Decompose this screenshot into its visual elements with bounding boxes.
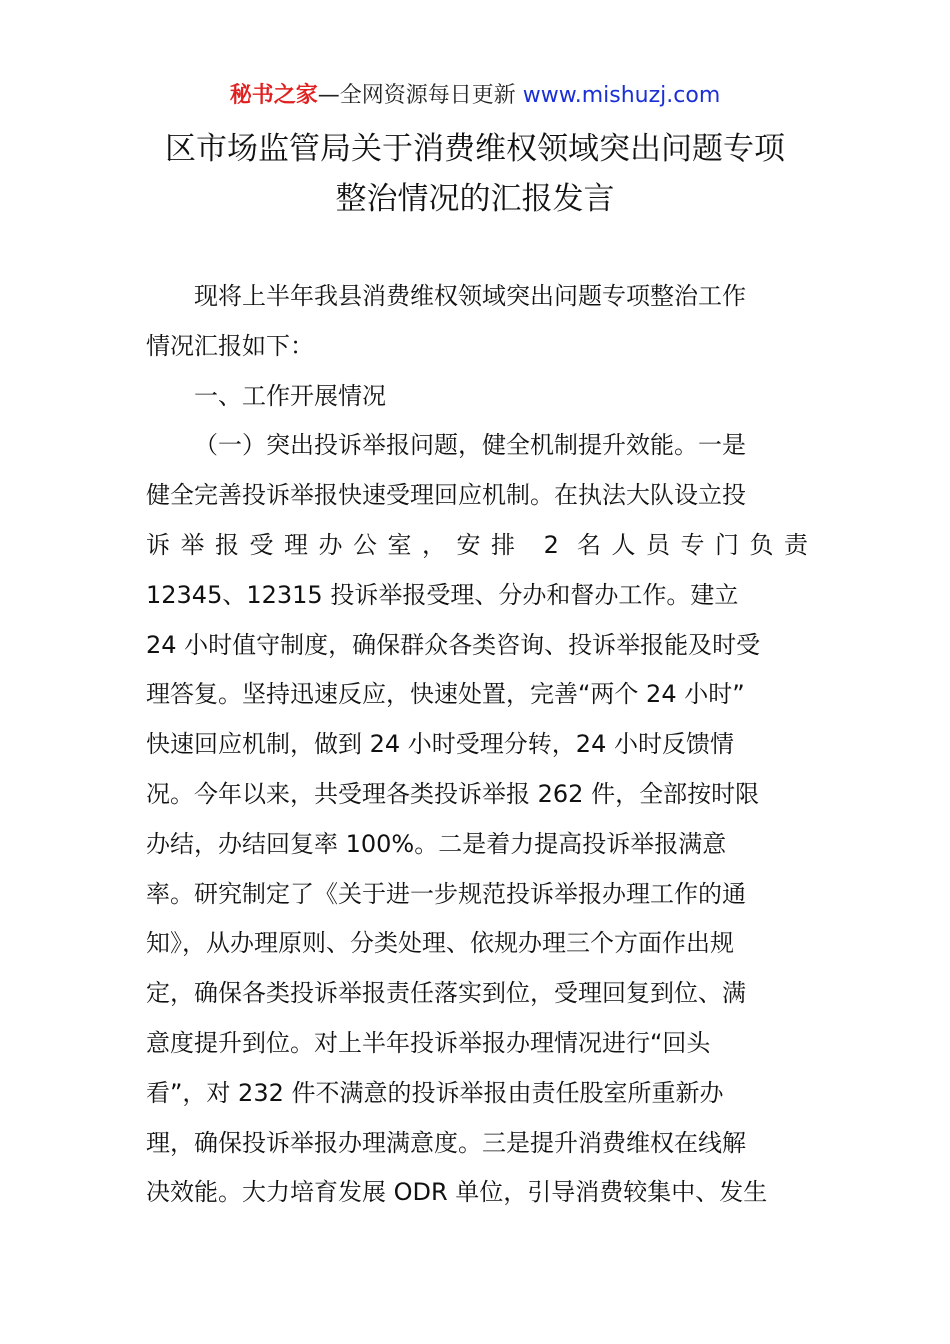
body-line: 快速回应机制，做到 24 小时受理分转，24 小时反馈情 bbox=[146, 730, 734, 759]
body-line: 现将上半年我县消费维权领域突出问题专项整治工作 bbox=[194, 282, 746, 310]
body-line: 决效能。大力培育发展 ODR 单位，引导消费较集中、发生 bbox=[146, 1178, 768, 1207]
body-line: 率。研究制定了《关于进一步规范投诉举报办理工作的通 bbox=[146, 879, 746, 908]
body-line: 理，确保投诉举报办理满意度。三是提升消费维权在线解 bbox=[146, 1128, 746, 1157]
section-heading: 一、工作开展情况 bbox=[194, 381, 386, 410]
site-url-link[interactable]: www.mishuzj.com bbox=[522, 83, 721, 108]
body-line: 24 小时值守制度，确保群众各类咨询、投诉举报能及时受 bbox=[146, 630, 761, 659]
body-line: 理答复。坚持迅速反应，快速处置，完善“两个 24 小时” bbox=[146, 680, 745, 709]
site-header bbox=[0, 80, 950, 112]
document-title bbox=[80, 124, 870, 224]
body-line: 办结，办结回复率 100%。二是着力提高投诉举报满意 bbox=[146, 829, 727, 858]
title-line-1: 区市场监管局关于消费维权领域突出问题专项 bbox=[165, 131, 785, 167]
brand-name: 秘书之家 bbox=[229, 83, 318, 108]
body-line: 看”，对 232 件不满意的投诉举报由责任股室所重新办 bbox=[146, 1078, 724, 1107]
body-line: 情况汇报如下： bbox=[146, 331, 314, 360]
document-body bbox=[146, 272, 808, 1218]
body-line: 12345、12315 投诉举报受理、分办和督办工作。建立 bbox=[146, 580, 739, 609]
body-line: 健全完善投诉举报快速受理回应机制。在执法大队设立投 bbox=[146, 481, 746, 510]
body-line: 况。今年以来，共受理各类投诉举报 262 件，全部按时限 bbox=[146, 779, 760, 808]
body-line: （一）突出投诉举报问题，健全机制提升效能。一是 bbox=[194, 431, 746, 460]
body-line: 知》，从办理原则、分类处理、依规办理三个方面作出规 bbox=[146, 929, 734, 958]
body-line: 定，确保各类投诉举报责任落实到位，受理回复到位、满 bbox=[146, 979, 746, 1008]
title-line-2: 整治情况的汇报发言 bbox=[335, 181, 615, 217]
header-tagline: —全网资源每日更新 bbox=[317, 83, 516, 108]
body-line: 意度提升到位。对上半年投诉举报办理情况进行“回头 bbox=[146, 1028, 711, 1057]
body-line: 诉举报受理办公室，安排 2 名人员专门负责 bbox=[146, 530, 808, 559]
